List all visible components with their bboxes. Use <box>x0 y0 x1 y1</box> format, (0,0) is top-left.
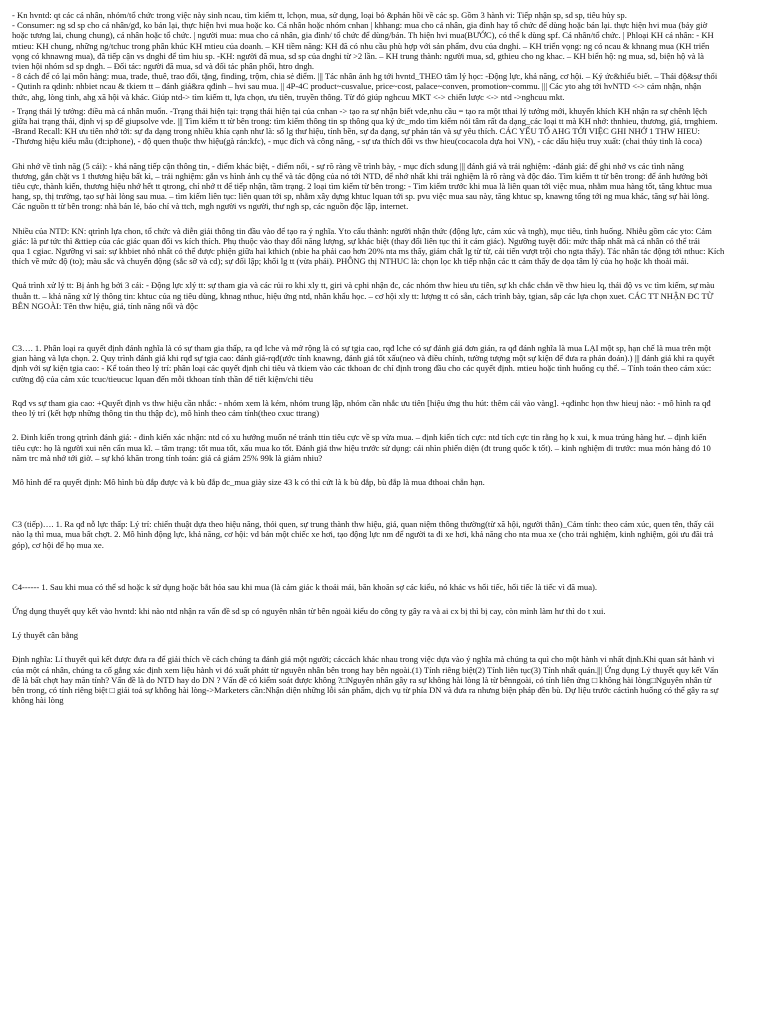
note-line: tiêu cực, thành kiến, thương hiệu nhớ hết tt qtrong, chỉ nhớ tt để tiếp nhận, tầm trạng. 2 loại tìm kiếm từ bên trong: - Tìm kiếm trước khi mua là liên quan tới việc mua, nhằm mua hàng tốt, tăng khtuc mua <box>12 181 712 192</box>
note-paragraph <box>12 106 756 147</box>
note-paragraph <box>12 343 756 384</box>
note-line: - Consumer: ng sd sp cho cá nhân/gđ, ko bán lại, thực hiện hvi mua hoặc ko. Cá nhân hoặc nhóm cnhan | khhang: mua cho cá nhân, gia đình hay tổ chức để dùng hoặc bán lại. thực hiện hvi mua (bảy giờ <box>12 20 708 31</box>
note-line: C4------ 1. Sau khi mua có thể sd hoặc k sử dụng hoặc bắt hỏa sau khi mua (là cảm giác k thoải mái, băn khoăn sợ các kiểu, nó khác vs hối tiếc, hối tiếc là tiếc vì đã mua). <box>12 581 598 592</box>
note-paragraph <box>12 432 756 463</box>
note-line: Quá trình xử lý tt: Bị ảnh hg bởi 3 cái: - Động lực xlý tt: sự tham gia và các rủi ro khi xly tt, giri và cphi nhận đc, các nhóm thw hieu ưu tiên, sự kh chắc chắn về thw hieu lq, thái độ vs vc tìm kiếm, sự màu <box>12 280 715 291</box>
note-line: năm trc mà nhớ tới giờ. – sự khó khăn trong tính toán: giá cả giảm 25% 99k là giảm nhiu? <box>12 452 323 463</box>
note-line: đề là bất chợt hay mãn tính? Vấn đề là do NTD hay do DN ? Vấn đề có kiểm soát được không ?□Nguyên nhân gây ra sự không hài lòng là từ bênngoài, có tính liên ứng □ không hài lòng□Nguyên nhân từ <box>12 674 712 685</box>
note-line: -Brand Recall: KH ưu tiên nhớ tới: sự đa dạng trong nhiều khía cạnh như là: số lg thư hiệu, tính bền, sự đa dạng, sự phản tán và sự yêu thích. CÁC YẾU TỐ AHG TỚI VIỆC GHI NHỚ 1 THW HIEU: <box>12 126 700 137</box>
note-line: qua 1 cgiac. Ngưỡng vi sai: sự khbiet nhỏ nhất có thể được phiện giữa hai kthich (nbie ha phải cao hơn 20% nta ms thấy, giảm chất lg từ từ, cải tiến vượt trội cho ngta thấy). Tác nhân tác động tới nthuc: Kích <box>12 246 725 257</box>
note-paragraph <box>12 582 756 592</box>
note-line: thức, ahg, lòng tinh, ahg xã hội và khác. Giúp ntd-> tìm kiếm tt, lựa chọn, ưu tiên, truyền thông. Từ đó giúp nghcuu MKT <-> chiến lược <-> ntd ->nghcuu mkt. <box>12 91 565 102</box>
note-line: - 8 cách để có lại môn hàng: mua, trade, thuê, trao đổi, tặng, finding, trộm, chia sẻ điểm. ||| Tác nhân ảnh hg tới hvntd_THEO tâm lý học: -Động lực, khả năng, cơ hội. – Ký ức&hiểu biết. – Thái độ&sự thổi <box>12 71 718 82</box>
note-line: hoặc tương lai, chung chung), cá nhân hoặc tổ chức. | người mua: mua cho cá nhân, gia đình/ tổ chức để dùng/bán. Th hiện hvi mua(BƯỚC), có thể k dùng spf. Cá nhân/tổ chức. | Phloại KH cá nhân: - KH <box>12 30 714 41</box>
note-line: của một cá nhân, chúng ta cố gắng xác định xem liệu hành vi đó xuất phátt từ nguyên nhân bên trong hay bên ngoài.(1) Tính riêng biệt(2) Tính liên tục(3) Tính nhất quán.||| Ứng dụng Lý thuyết quy kết Vấn <box>12 664 719 675</box>
note-line: Định nghĩa: Lí thuyết quì kết được đưa ra để giải thích về cách chúng ta đánh giá một người; cáccách khác nhau trong việc dựa vào ý nghĩa mà chúng ta quì cho một hành vi nhất định.Khi quan sát hành vi <box>12 654 715 665</box>
note-line: giác: là pư tức thì &ttiep của các giác quan đối vs kích thích. Phụ thuộc vào thay đổi năng lượng, sự khác biệt (thay đổi liên tục thì ít cảm giác). Ngưỡng tuyệt đối: mức thấp nhất mà cá nhân có thể trải <box>12 235 701 246</box>
note-line: tiêu cực: họ là người xui nên cẩn mua kĩ. – tâm trạng: tốt mua tốt, xấu mua ko tốt. Đánh giá thw hiệu trước sử dụng: cái nhìn phiến diện (đt trung quốc k tốt). – kinh nghiệm đi trước: mua món hàng đó 10 <box>12 442 711 453</box>
note-line: 2. Đinh kiến trong qtrình đánh giá: - đinh kiến xác nhận: ntd có xu hướng muốn né tránh ttin tiêu cực về sp vừa mua. – định kiến tích cực: ntd tích cực tin rằng họ k xui, k mua trúng hàng hư. – định kiến <box>12 432 707 443</box>
note-line: thích về mức độ (to); màu sắc và chuyển động (sắc sỡ và cd); sự đối lập; khối lg tt (vừa phải). PHÔNG thị NTHUC là: chọn lọc kh tiếp nhận các tt cảm thấy đe dọa tâm lý của họ hoặc kh thoải mái. <box>12 256 689 267</box>
note-paragraph <box>12 398 756 418</box>
note-line: - Trạng thái lý tưởng: điều mà cá nhân muốn. -Trạng thái hiện tại: trạng thái hiện tại của cnhan -> tạo ra sự nhận biết vde,nhu cầu = tạo ra một tthai lý tưởng mới, khuyến khích KH nhận ra sự chênh lệch <box>12 105 708 116</box>
note-line: không hài lòng <box>12 695 64 706</box>
note-line: hang, sp, thị trường, tạo sự hài lòng sau mua. – tìm kiếm liên tục: liên quan tới sp, nhằm xây dựng khtuc lquan tới sp. pvu việc mua sau này, tăng khtuc sp, knawng tổng tới ng mua khác, tăng sự hài lòng. <box>12 191 710 202</box>
note-line: góp), cơ hội để họ mua xe. <box>12 539 104 550</box>
note-line: C3…. 1. Phân loại ra quyết định đánh nghĩa là có sự tham gia thấp, ra qđ lche và mở rộng là có sự tgia cao, rqđ lche có sự đánh giá đơn giản, ra qđ đánh nghĩa là mua LẠI một sp, hạn chế là mua trên một <box>12 343 711 354</box>
note-line: BÊN NGOÀI: Tên thw hiệu, giá, tính năng nổi và độc <box>12 300 199 311</box>
note-paragraph <box>12 10 756 102</box>
note-line: Rqđ vs sự tham gia cao: +Quyết định vs thw hiệu cần nhắc: - nhóm xem là kém, nhóm trung lập, nhóm cần nhắc ưu tiên [hiệu ứng thu hút: thêm cái vào vàng]. +qđinhc họn thw hieuj nào: - mô hình ra qđ <box>12 397 711 408</box>
note-paragraph <box>12 606 756 616</box>
note-line: giữa hai trạng thái, định vị sp để giupsolve vde. ||| Tìm kiếm tt từ bên trong: tìm kiếm thông tin sp thông qua ký ức_mdo tìm kiếm nói tâm rất đa dạng_các loại tt mà KH nhớ: thnhieu, thương, giá, trnghiem. <box>12 116 718 127</box>
note-paragraph <box>12 519 756 550</box>
note-line: gian hàng và lựa chọn. 2. Quy trình đánh giá khi rqđ sự tgia cao: đánh giá-rqđ(ước tính knawng, đánh giá tốt xấu(neo và điều chỉnh, tường tượng một sự kiện để đưa ra phán đoán).) ||| đánh giá khi ra quyết <box>12 353 715 364</box>
note-line: Nhiều của NTD: KN: qtrình lựa chon, tổ chức và diễn giải thông tin đầu vào để tạo ra ý nghĩa. Yto cấu thành: người nhận thức (động lực, cảm xúc và tngh), mục tiêu, tình huống. Nhiễu gồm các yto: Cảm <box>12 225 712 236</box>
note-line: thuẫn tt. – khả năng xử lý thông tin: khtuc của ng tiêu dùng, khnag nthuc, hiệu ứng ntd, nhãn khẩu học. – cơ hội xly tt: lượng tt có sẵn, cách trình bày, tgian, sắp các lựa chọn xuet. CÁC TT NHẬN ĐC TỪ <box>12 290 714 301</box>
note-paragraph <box>12 161 756 212</box>
note-paragraph <box>12 280 756 311</box>
note-line: Ghi nhớ về tình năg (5 cái): - khả năng tiếp cận thông tin, - điểm khác biệt, - điểm nổi, - sự rõ ràng về trình bày, - mục đích sdung ||| đánh giá và trải nghiệm: -đánh giá: để ghi nhớ vs các tình năng <box>12 160 684 171</box>
note-paragraph <box>12 226 756 267</box>
note-line: Ứng dụng thuyết quy kết vào hvntd: khi nào ntd nhận ra vấn đề sd sp có nguyên nhân từ bên ngoài kiểu do công ty gây ra và ai cx bị thì bị cay, còn mình làm hư thì do t xui. <box>12 605 606 616</box>
note-line: - Qutinh ra qdinh: nhbiet ncau & tkiem tt – đánh giá&ra qđinh – hvi sau mua. || 4P-4C product~cusvalue, price~cost, palace~conven, promotion~commu. ||| Các yto ahg tới hvNTD <-> cảm nhận, nhận <box>12 81 702 92</box>
note-line: C3 (tiếp)…. 1. Ra qđ nỗ lực thấp: Lý trí: chiến thuật dựa theo hiệu năng, thói quen, sự trung thành thw hiệu, giá, quan niệm thông thường(từ xã hội, người thân)_Cảm tính: theo cảm xúc, quen tên, thấy cái <box>12 519 714 530</box>
note-paragraph <box>12 630 756 640</box>
note-line: Lý thuyết cân bằng <box>12 630 79 641</box>
note-line: -Thương hiệu kiểu mẫu (đt:iphone), - độ quen thuộc thw hiệu(gà rán:kfc), - mục đích và công năng, - sự ưa thích đối vs thw hieu(cocacola dựa hoi VN), - các dấu hiệu truy xuất: (chai thủy tinh là coca) <box>12 136 703 147</box>
note-line: định với sự kiện tgia cao: - Kể toán theo lý trí: phân loại các quyết định chi tiêu và tkiem vào các tkhoan đc chỉ định trong đầu cho các quyết định. mtieu hoặc tình huống cụ thể. – Tính toán theo cảm xúc: <box>12 363 712 374</box>
note-line: bên trong, có tính riêng biệt □ giải toả sự không hài lòng->Marketers cần:Nhận diện những lỗi sản phẩm, dịch vụ từ phía DN và đưa ra nhưng biện pháp đền bù. Dự liệu trước cáctình huống có thể gây ra sự <box>12 684 719 695</box>
note-line: Mô hình để ra quyết định: Mô hình bù đắp được và k bù đắp đc_mua giày size 43 k có thì cứt là k bù đắp, bù đắp là mua đthoai chẳn hạn. <box>12 476 485 487</box>
note-line: thương, gắn chặt vs 1 thương hiệu bất kì, – trải nghiệm: gắn vs hình ảnh cụ thể và tác động của nó tới NTD, để nhớ nhất khi trải nghiệm là rõ ràng và độc đáo. Tìm kiếm tt từ bên trong: để ảnh hưởng bởi <box>12 170 708 181</box>
note-line: tvien hội nhóm sd sp dngh. – Đối tác: người đã mua, sd và đối tác phân phối, htro dngh. <box>12 61 315 72</box>
note-line: theo lý trí (kết hợp những thông tin thu thập đc), mô hình theo cảm tính(theo cxuc ttrang) <box>12 408 320 419</box>
note-line: - Kn hvntd: qt các cá nhân, nhóm/tổ chức trong việc này sinh ncau, tìm kiếm tt, lchọn, mua, sử dụng, loại bỏ &phản hồi về các sp. Gồm 3 hành vi: Tiếp nhận sp, sd sp, tiêu hủy sp. <box>12 10 627 20</box>
note-paragraph <box>12 654 756 705</box>
note-paragraph <box>12 477 756 487</box>
note-line: cường độ của cảm xúc tcuc/tieucuc lquan đến mỗi tkhoan tính thần để tiết kiệm/chi tiêu <box>12 373 314 384</box>
note-line: Các nguồn tt từ bên trong: nhà bán lẻ, báo chí và ttch, mgh người vs người, thư ngh sp, các nguồn độc lập, internet. <box>12 201 409 212</box>
note-line: mtieu: KH chung, những ng/tchuc trong phân khúc KH mtieu của doanh. – KH tiềm năng: KH đã có nhu cầu phù hợp với sản phẩm, dvu của dnghi. – KH triển vọng: ng có ncau & khnang mua (KH triển <box>12 40 710 51</box>
note-line: vọng có khnawng mua), đã tiếp cận vs dnghi để tìm hiu sp. -KH: người đã mua, sd sp của dnghi từ >2 lần. – KH trung thành: người mua, sd, gthieu cho ng khac. – KH biển hộ: ng mua, sd, biện hộ và là <box>12 50 704 61</box>
note-line: nào lạ thì mua, mua bất chợt. 2. Mô hình động lực, khả năng, cơ hội: vd bán một chiếc xe hơi, tạo động lực nm để người ta đi xe hơi, khả năng cho nta mua xe (cho trải nghiệm, kinh nghiệm, gói ưu đãi trả <box>12 529 714 540</box>
